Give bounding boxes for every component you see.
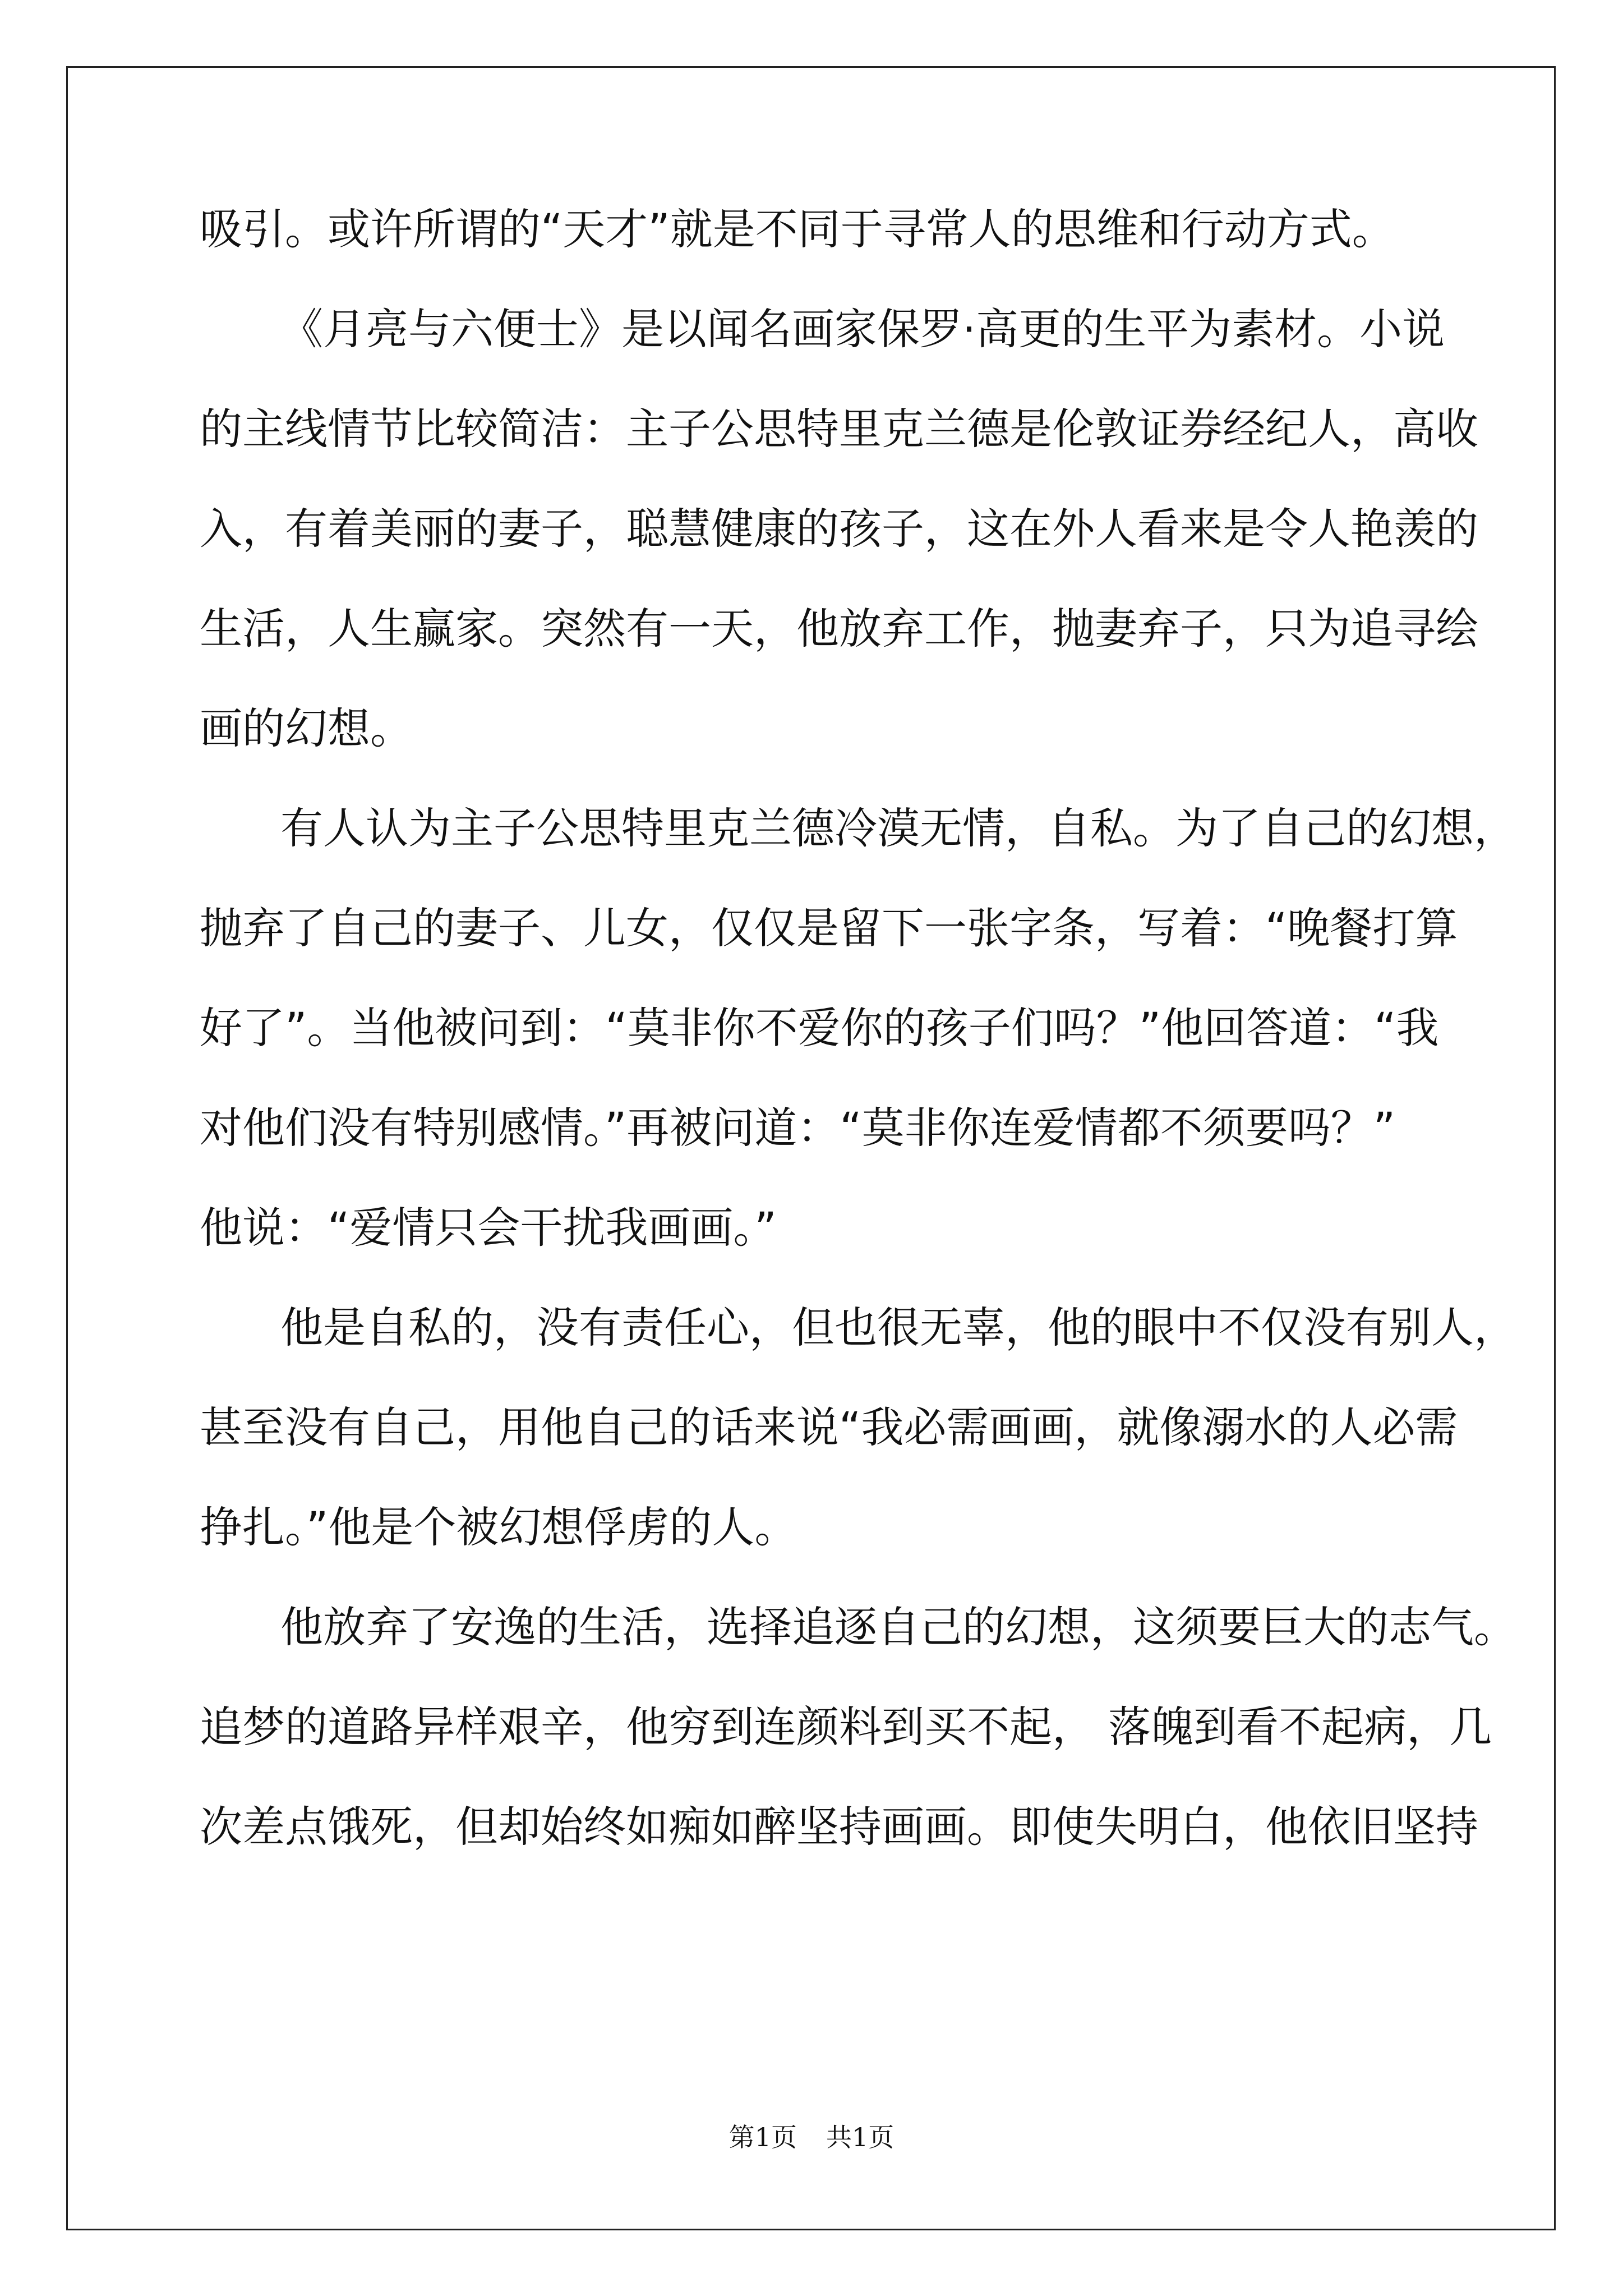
page-number-label: 第1页 bbox=[728, 2122, 797, 2152]
text-line-15: 他放弃了安逸的生活，选择追逐自己的幻想，这须要巨大的志气。 bbox=[280, 1602, 1516, 1652]
text-line-2: 《月亮与六便士》是以闻名画家保罗·高更的生平为素材。小说 bbox=[280, 304, 1445, 354]
page-footer bbox=[0, 2120, 1623, 2154]
text-line-9: 好了”。当他被问到：“莫非你不爱你的孩子们吗？”他回答道：“我 bbox=[200, 1003, 1439, 1053]
text-line-13: 甚至没有自己，用他自己的话来说“我必需画画，就像溺水的人必需 bbox=[200, 1402, 1458, 1452]
text-line-5: 生活，人生赢家。突然有一天，他放弃工作，抛妻弃子，只为追寻绘 bbox=[200, 604, 1478, 654]
text-line-8: 抛弃了自己的妻子、儿女，仅仅是留下一张字条，写着：“晚餐打算 bbox=[200, 903, 1458, 953]
text-line-6: 画的幻想。 bbox=[200, 703, 413, 753]
page-total-label: 共1页 bbox=[826, 2122, 895, 2152]
text-line-10: 对他们没有特别感情。”再被问道：“莫非你连爱情都不须要吗？” bbox=[200, 1103, 1396, 1153]
text-line-17: 次差点饿死，但却始终如痴如醉坚持画画。即使失明白，他依旧坚持 bbox=[200, 1802, 1478, 1852]
text-line-16: 追梦的道路异样艰辛，他穷到连颜料到买不起， 落魄到看不起病，几 bbox=[200, 1702, 1492, 1752]
text-line-4: 入，有着美丽的妻子，聪慧健康的孩子，这在外人看来是令人艳羡的 bbox=[200, 504, 1478, 554]
text-line-14: 挣扎。”他是个被幻想俘虏的人。 bbox=[200, 1502, 797, 1552]
text-line-7: 有人认为主子公思特里克兰德冷漠无情，自私。为了自己的幻想， bbox=[280, 803, 1516, 853]
text-line-12: 他是自私的，没有责任心，但也很无辜，他的眼中不仅没有别人， bbox=[280, 1303, 1516, 1352]
text-line-3: 的主线情节比较简洁：主子公思特里克兰德是伦敦证券经纪人，高收 bbox=[200, 404, 1478, 454]
text-line-1: 吸引。或许所谓的“天才”就是不同于寻常人的思维和行动方式。 bbox=[200, 204, 1395, 254]
text-line-11: 他说：“爱情只会干扰我画画。” bbox=[200, 1203, 777, 1253]
document-body bbox=[200, 180, 1516, 1877]
